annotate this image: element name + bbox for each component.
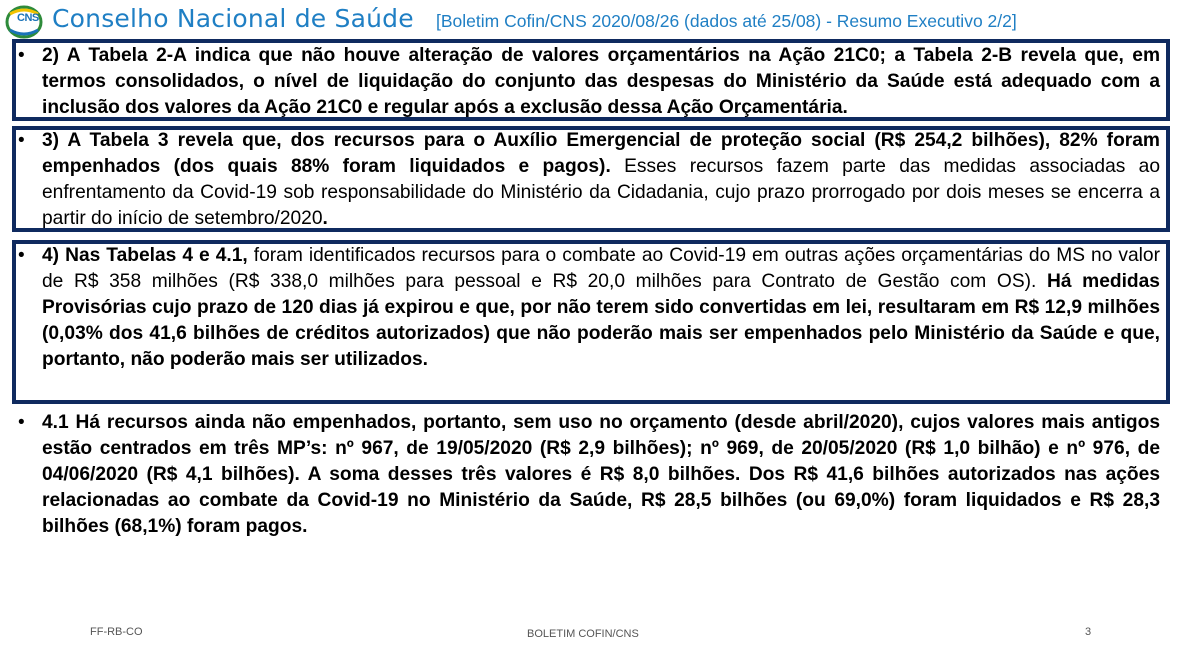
summary-item-3-period: . bbox=[322, 208, 328, 229]
page-subtitle: [Boletim Cofin/CNS 2020/08/26 (dados até 25/08) - Resumo Executivo 2/2] bbox=[436, 11, 1017, 31]
summary-item-2-text: 2) A Tabela 2-A indica que não houve alteração de valores orçamentários na Ação 21C0; a Tabela 2-B revela que, em termos consolidados, o nível de liquidação do conjunto das despesas do Ministério da Saúde está adequado com a inclusão dos valores da Ação 21C0 e regular após a exclusão dessa Ação Orçamentária. bbox=[42, 45, 1160, 118]
summary-item-4-bold: Há medidas Provisórias cujo prazo de 120 dias já expirou e que, por não terem sido convertidas em lei, resultaram em R$ 12,9 milhões (0,03% dos 41,6 bilhões de créditos autorizados) que não poderão mais ser empenhados pelo Ministério da Saúde e que, portanto, não poderão mais ser utilizados. bbox=[42, 271, 1160, 370]
cns-logo bbox=[4, 4, 44, 40]
summary-item-4-1 bbox=[18, 410, 1160, 540]
footer-author-code: FF-RB-CO bbox=[90, 626, 143, 638]
page-number: 3 bbox=[1085, 626, 1092, 638]
logo-text: CNS bbox=[17, 12, 39, 24]
summary-item-3-text bbox=[18, 128, 1160, 232]
bullet-marker: • bbox=[18, 130, 25, 151]
summary-item-4-1-text: 4.1 Há recursos ainda não empenhados, portanto, sem uso no orçamento (desde abril/2020), cujos valores mais antigos estão centrados em três MP’s: nº 967, de 19/05/2020 (R$ 2,9 bilhões); nº 969, de 20/05/2020 (R$ 1,0 bilhão) e nº 976, de 04/06/2020 (R$ 4,1 bilhões). A soma desses três valores é R$ 8,0 bilhões. Dos R$ 41,6 bilhões autorizados nas ações relacionadas ao combate da Covid-19 no Ministério da Saúde, R$ 28,5 bilhões (ou 69,0%) foram liquidados e R$ 28,3 bilhões (68,1%) foram pagos. bbox=[42, 412, 1160, 537]
summary-item-4 bbox=[18, 243, 1160, 373]
summary-item-4-text bbox=[18, 243, 1160, 373]
summary-item-3-bold: 3) A Tabela 3 revela que, dos recursos para o Auxílio Emergencial de proteção social (R$ 254,2 bilhões), 82% foram empenhados (dos quais 88% foram liquidados e pagos). bbox=[42, 130, 1160, 177]
summary-item-2 bbox=[18, 43, 1160, 121]
bullet-marker: • bbox=[18, 45, 25, 66]
bullet-marker: • bbox=[18, 412, 25, 433]
page-title: Conselho Nacional de Saúde bbox=[52, 4, 414, 33]
bullet-marker: • bbox=[18, 245, 25, 266]
summary-item-3-regular: Esses recursos fazem parte das medidas associadas ao enfrentamento da Covid-19 sob responsabilidade do Ministério da Cidadania, cujo prazo prorrogado por dois meses se encerra a partir do início de setembro/2020 bbox=[42, 156, 1160, 229]
summary-item-3 bbox=[18, 128, 1160, 232]
footer-publication-name: BOLETIM COFIN/CNS bbox=[527, 628, 639, 640]
summary-item-4-lead: 4) Nas Tabelas 4 e 4.1, bbox=[42, 245, 248, 266]
summary-item-4-regular: foram identificados recursos para o combate ao Covid-19 em outras ações orçamentárias do MS no valor de R$ 358 milhões (R$ 338,0 milhões para pessoal e R$ 20,0 milhões para Contrato de Gestão com OS). bbox=[42, 245, 1160, 292]
